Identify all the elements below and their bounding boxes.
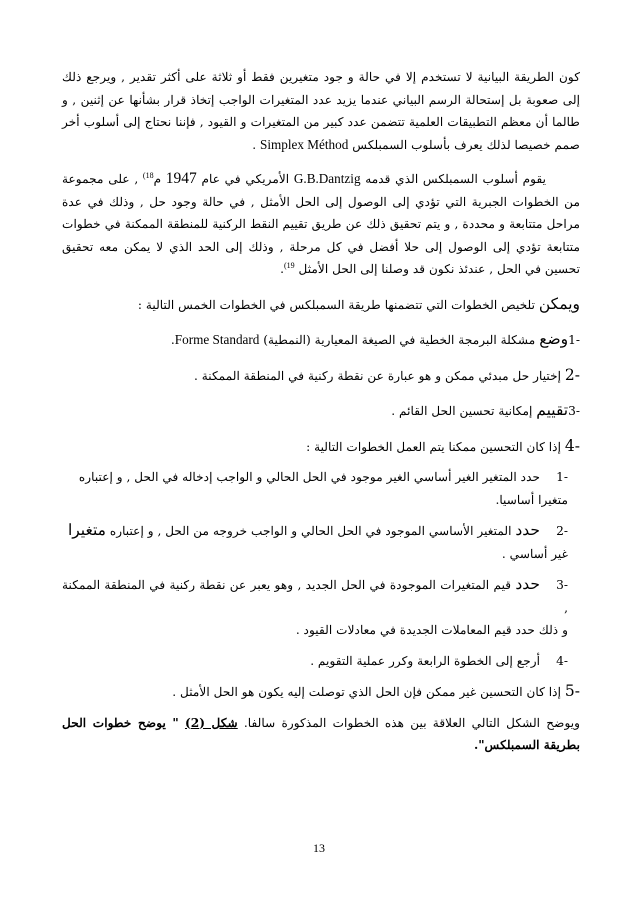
substep-2-continuation: غير أساسي . [501,546,568,561]
dantzig-end: . [280,262,284,276]
step-4 [62,435,580,459]
substep-2-number: -2 [556,524,568,538]
step-2-number: -2 [564,365,580,384]
substep-3-number: -3 [556,578,568,592]
step-1-number: -1 [568,333,580,347]
footnote-ref-19: (19 [283,260,295,270]
intro-paragraph [62,66,580,156]
intro-end: . [252,137,257,152]
substep-4-number: -4 [556,653,568,668]
substep-3-lead: حدد [515,575,540,593]
step-3 [62,399,580,423]
step-1-end: . [170,333,175,347]
substep-2-text: المتغير الأساسي الموجود في الحل الحالي و الواجب خروجه من الحل , و إعتباره [109,524,512,538]
forme-standard-term: Forme Standard [174,332,260,347]
page-number: 13 [313,841,325,855]
step-3-number: -3 [568,404,580,418]
substep-1-number: -1 [556,470,568,484]
substep-1-continuation: متغيرا أساسيا. [495,492,568,507]
substep-3-text: قيم المتغيرات الموجودة في الحل الجديد , وهو يعبر عن نقطة ركنية في المنطقة الممكنة , [62,578,568,615]
figure-caption: " يوضح خطوات الحل بطريقة السمبلكس". [62,715,580,752]
page-content [62,66,580,757]
substep-3 [62,573,580,619]
step-3-lead: تقييم [536,401,569,419]
step-4-text: إذا كان التحسين ممكنا يتم العمل الخطوات التالية : [306,439,561,454]
step-5 [62,680,580,704]
summary-text: تلخيص الخطوات التي تتضمنها طريقة السمبلكس في الخطوات الخمس التالية : [137,297,535,312]
summary-line [62,293,580,317]
simplex-method-term: Simplex Méthod [260,136,349,152]
dantzig-name: G.B.Dantzig [293,171,361,186]
substep-2 [62,519,580,543]
dantzig-text-1: يقوم أسلوب السمبلكس الذي قدمه [365,172,547,186]
substep-2-lead: حدد [515,521,540,539]
step-2-text: إختيار حل مبدئي ممكن و هو عبارة عن نقطة ركنية في المنطقة الممكنة . [193,368,561,383]
substep-3-continuation: و ذلك حدد قيم المعاملات الجديدة في معادلات القيود . [295,623,568,637]
step-5-number: -5 [564,682,580,700]
substep-1 [62,466,580,489]
substep-1-text: حدد المتغير الغير أساسي الغير موجود في الحل الحالي و الواجب إدخاله في الحل , و إعتباره [78,470,540,484]
figure-label: شكل (2) [184,715,238,730]
step-4-number: -4 [564,436,580,455]
footnote-ref-18: (18 [142,170,154,180]
dantzig-text-3: , على مجموعة من الخطوات الجبرية التي تؤدي إلى الوصول إلى الحل الأمثل , في حالة وجود حل , وذلك في عدة مراحل متتابعة و محددة , و يتم تحقيق ذلك عن طريق تقييم النقط الركنية للمنطقة الممكنة في خطوات متتابعة تؤدي إلى الوصول إلى حلا أفضل في كل مرحلة , وذلك إلى الحد الذي لا يمكن معه تحقيق تحسين في الحل , عندئذ نكون قد وصلنا إلى الحل الأمثل [62,172,580,276]
substep-4-text: أرجع إلى الخطوة الرابعة وكرر عملية التقويم . [310,653,540,668]
summary-lead: ويمكن [538,294,580,313]
intro-text: كون الطريقة البيانية لا تستخدم إلا في حالة و جود متغيرين فقط أو ثلاثة على أكثر تقدير , ويرجع ذلك إلى صعوبة بل إستحالة الرسم البياني عندما يزيد عدد المتغيرات الواجب إتخاذ قرار بشأنها عن إثنين , و طالما أن معظم التطبيقات العلمية تتضمن عدد كبير من المتغيرات و القيود , فإننا نحتاج إلى أسلوب أخر صمم خصيصا لذلك يعرف بأسلوب السمبلكس [62,70,580,152]
step-5-text: إذا كان التحسين غير ممكن فإن الحل الذي توصلت إليه يكون هو الحل الأمثل . [172,685,561,699]
figure-note-text: ويوضح الشكل التالي العلاقة بين هذه الخطوات المذكورة سالفا. [243,715,581,730]
step-1-lead: وضع [539,330,569,348]
dantzig-paragraph [62,168,580,281]
substep-4 [62,650,580,673]
substep-2-tail: متغيرا [67,521,106,539]
dantzig-text-2: الأمريكي في عام [201,172,290,186]
step-2 [62,364,580,388]
step-1-text: مشكلة البرمجة الخطية في الصيغة المعيارية (النمطية) [263,333,536,347]
figure-note [62,712,580,757]
step-1 [62,328,580,352]
dantzig-year: 1947 [165,170,197,187]
step-3-text: إمكانية تحسين الحل القائم . [391,404,533,418]
dantzig-m: م [153,172,162,186]
